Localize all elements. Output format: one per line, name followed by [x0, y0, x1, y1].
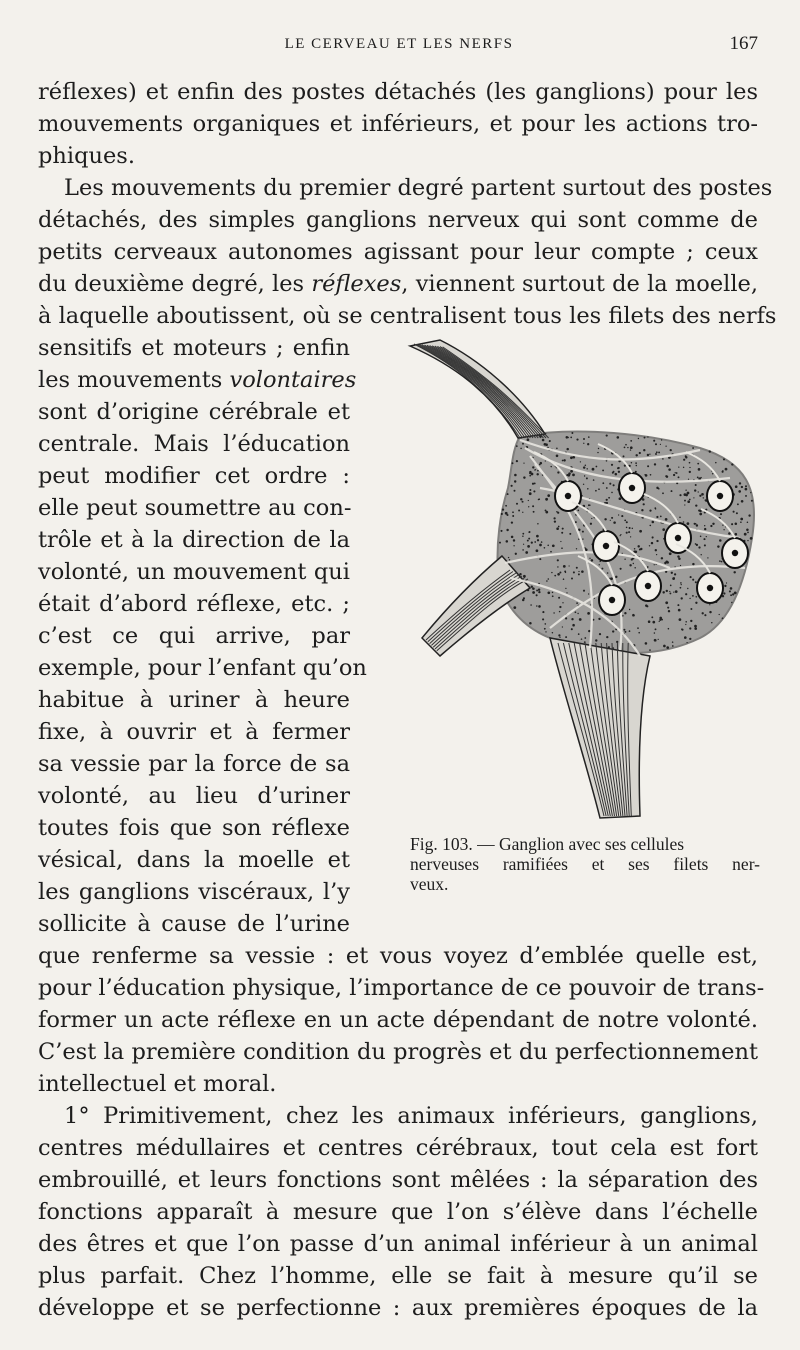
text-line: exemple, pour l’enfant qu’on	[38, 655, 367, 681]
text-line: phiques.	[38, 143, 135, 169]
text-line: développe et se perfectionne : aux premières époques de la	[38, 1295, 758, 1321]
text-line: volonté, au lieu d’uriner	[38, 783, 350, 809]
text-line: pour l’éducation physique, l’importance de ce pouvoir de trans-	[38, 975, 765, 1001]
text-line: du deuxième degré, les réflexes, viennent surtout de la moelle,	[38, 271, 759, 297]
text-line: les ganglions viscéraux, l’y	[38, 879, 350, 905]
text-line: détachés, des simples ganglions nerveux qui sont comme de	[38, 207, 758, 233]
running-title: LE CERVEAU ET LES NERFS	[284, 36, 514, 52]
text-line: c’est ce qui arrive, par	[38, 623, 350, 649]
text-line: des êtres et que l’on passe d’un animal inférieur à un animal	[38, 1231, 758, 1257]
text-line: habitue à uriner à heure	[38, 687, 350, 713]
text-line: centres médullaires et centres cérébraux, tout cela est fort	[38, 1135, 758, 1161]
caption-line: veux.	[410, 874, 449, 894]
caption-line: nerveuses ramifiées et ses filets ner-	[410, 854, 760, 874]
text-line: plus parfait. Chez l’homme, elle se fait à mesure qu’il se	[38, 1263, 758, 1289]
text-line: embrouillé, et leurs fonctions sont mêlées : la séparation des	[38, 1167, 758, 1193]
paragraph-start-line: Les mouvements du premier degré partent surtout des postes	[64, 175, 773, 201]
figure-caption	[410, 834, 760, 894]
text-line: elle peut soumettre au con-	[38, 495, 352, 521]
ganglion-illustration-icon	[400, 338, 770, 828]
text-line: petits cerveaux autonomes agissant pour leur compte ; ceux	[38, 239, 758, 265]
text-line: peut modifier cet ordre :	[38, 463, 350, 489]
page-number: 167	[729, 33, 758, 54]
text-line: toutes fois que son réflexe	[38, 815, 350, 841]
text-line: sollicite à cause de l’urine	[38, 911, 350, 937]
text-line: était d’abord réflexe, etc. ;	[38, 591, 350, 617]
text-line: trôle et à la direction de la	[38, 527, 350, 553]
text-line: sont d’origine cérébrale et	[38, 399, 350, 425]
text-line: les mouvements volontaires	[38, 367, 357, 393]
text-line: vésical, dans la moelle et	[38, 847, 350, 873]
text-line: mouvements organiques et inférieurs, et pour les actions tro-	[38, 111, 758, 137]
text-line: fixe, à ouvrir et à fermer	[38, 719, 350, 745]
text-line: volonté, un mouvement qui	[38, 559, 350, 585]
caption-line: Fig. 103. — Ganglion avec ses cellules	[410, 834, 685, 854]
paragraph-start-line: 1° Primitivement, chez les animaux inférieurs, ganglions,	[64, 1103, 758, 1129]
text-line: réflexes) et enfin des postes détachés (les ganglions) pour les	[38, 79, 758, 105]
text-line: C’est la première condition du progrès et du perfectionnement	[38, 1039, 758, 1065]
text-line: à laquelle aboutissent, où se centralisent tous les filets des nerfs	[38, 303, 777, 329]
page-header	[40, 34, 758, 60]
text-line: centrale. Mais l’éducation	[38, 431, 350, 457]
text-line: que renferme sa vessie : et vous voyez d’emblée quelle est,	[38, 943, 758, 969]
text-line: sensitifs et moteurs ; enfin	[38, 335, 350, 361]
text-line: sa vessie par la force de sa	[38, 751, 350, 777]
text-line: former un acte réflexe en un acte dépendant de notre volonté.	[38, 1007, 758, 1033]
text-line: intellectuel et moral.	[38, 1071, 277, 1097]
text-line: fonctions apparaît à mesure que l’on s’élève dans l’échelle	[38, 1199, 758, 1225]
